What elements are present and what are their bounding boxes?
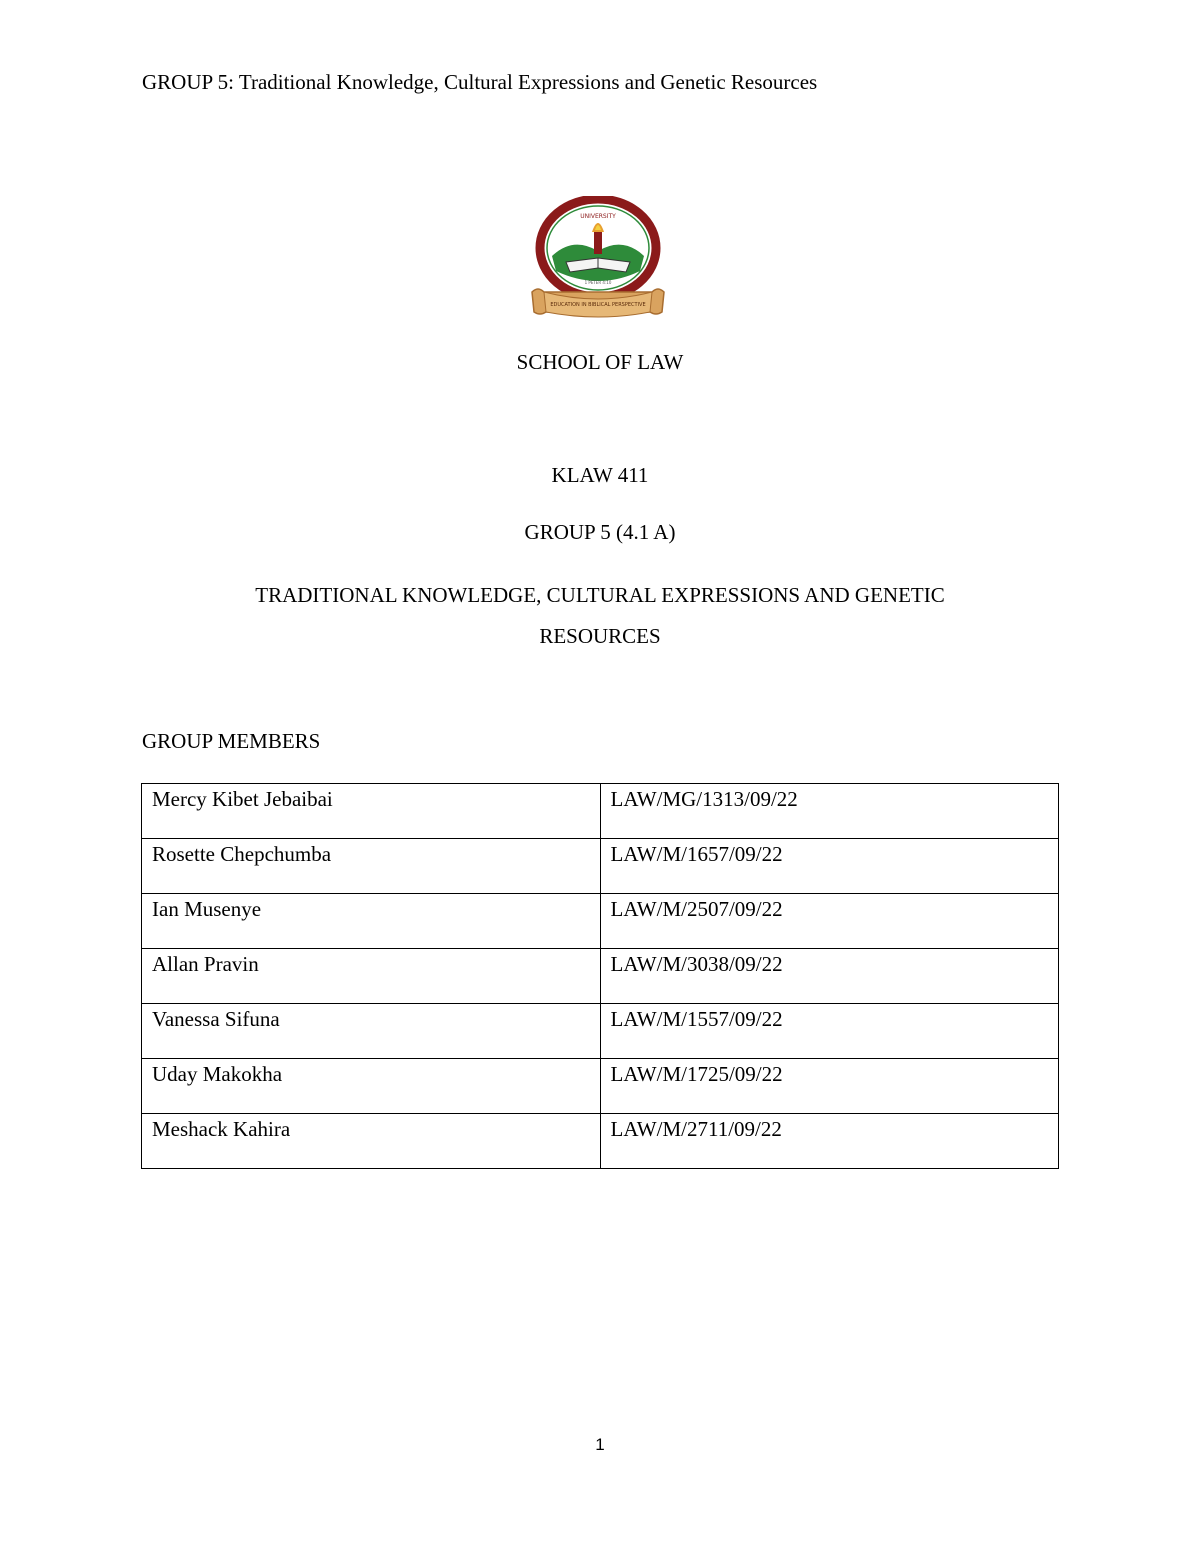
svg-text:UNIVERSITY: UNIVERSITY xyxy=(580,213,616,220)
course-code: KLAW 411 xyxy=(551,463,649,487)
members-heading: GROUP MEMBERS xyxy=(142,729,321,753)
member-reg-number: LAW/M/2507/09/22 xyxy=(600,894,1059,949)
member-reg-number: LAW/M/1725/09/22 xyxy=(600,1059,1059,1114)
table-row xyxy=(142,1114,1059,1169)
member-reg-number: LAW/M/1557/09/22 xyxy=(600,1004,1059,1059)
member-reg-number: LAW/MG/1313/09/22 xyxy=(600,784,1059,839)
kabarak-crest-icon xyxy=(528,196,668,322)
member-name: Mercy Kibet Jebaibai xyxy=(142,784,601,839)
member-name: Meshack Kahira xyxy=(142,1114,601,1169)
page-header: GROUP 5: Traditional Knowledge, Cultural Expressions and Genetic Resources xyxy=(142,70,818,94)
title-line-2: RESOURCES xyxy=(539,624,661,648)
member-name: Allan Pravin xyxy=(142,949,601,1004)
table-row xyxy=(142,839,1059,894)
member-reg-number: LAW/M/2711/09/22 xyxy=(600,1114,1059,1169)
document-title xyxy=(150,575,1050,657)
member-reg-number: LAW/M/3038/09/22 xyxy=(600,949,1059,1004)
member-name: Uday Makokha xyxy=(142,1059,601,1114)
group-label: GROUP 5 (4.1 A) xyxy=(524,520,676,544)
school-name: SCHOOL OF LAW xyxy=(516,350,684,374)
member-name: Rosette Chepchumba xyxy=(142,839,601,894)
table-row xyxy=(142,784,1059,839)
member-name: Vanessa Sifuna xyxy=(142,1004,601,1059)
table-row xyxy=(142,894,1059,949)
members-table xyxy=(141,783,1059,1169)
table-row xyxy=(142,1059,1059,1114)
page-number: 1 xyxy=(595,1435,605,1454)
member-reg-number: LAW/M/1657/09/22 xyxy=(600,839,1059,894)
table-row xyxy=(142,1004,1059,1059)
title-line-1: TRADITIONAL KNOWLEDGE, CULTURAL EXPRESSIONS AND GENETIC xyxy=(255,583,945,607)
svg-text:1 PETER 4:10: 1 PETER 4:10 xyxy=(584,280,612,285)
table-row xyxy=(142,949,1059,1004)
university-logo xyxy=(528,196,668,322)
svg-text:EDUCATION IN BIBLICAL PERSPECT: EDUCATION IN BIBLICAL PERSPECTIVE xyxy=(550,302,646,308)
member-name: Ian Musenye xyxy=(142,894,601,949)
